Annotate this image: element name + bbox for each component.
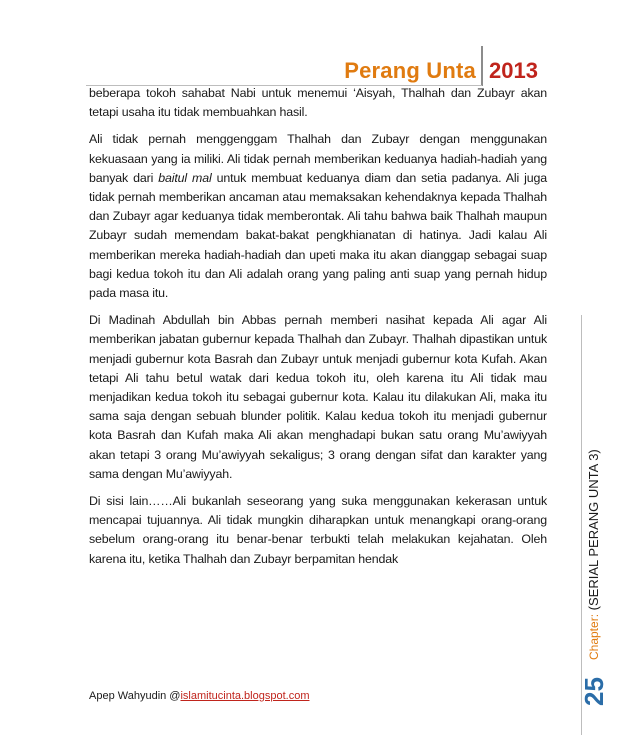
footer-author: Apep Wahyudin @: [89, 690, 181, 702]
chapter-label-vertical: [586, 449, 601, 660]
page-footer: [89, 690, 310, 702]
paragraph-1: beberapa tokoh sahabat Nabi untuk menemui ‘Aisyah, Thalhah dan Zubayr akan tetapi usaha itu tidak membuahkan hasil.: [89, 86, 547, 120]
header-title: Perang Unta: [344, 58, 476, 83]
page-header: [0, 44, 638, 88]
page-number: 25: [579, 677, 609, 706]
footer-blog-link[interactable]: islamitucinta.blogspot.com: [180, 690, 310, 702]
header-divider: [481, 46, 483, 86]
document-body: [89, 84, 547, 577]
paragraph-2-text-a: Ali tidak pernah menggenggam Thalhah dan Zubayr dengan menggunakan kekuasaan yang ia miliki. Ali tidak pernah memberikan keduanya hadiah-hadiah yang banyak dari: [89, 132, 547, 185]
paragraph-3: Di Madinah Abdullah bin Abbas pernah memberi nasihat kepada Ali agar Ali memberikan jabatan gubernur kepada Thalhah dan Zubayr. Thalhah dipastikan untuk menjadi gubernur kota Basrah dan Zubayr untuk menjadi gubernur kota Kufah. Akan tetapi Ali tahu betul watak dari kedua tokoh itu, oleh karena itu Ali tidak mau menjadikan kedua tokoh itu sebagai gubernur kota. Kalau itu dilakukan Ali, maka itu sama saja dengan sebuah blunder politik. Kalau kedua tokoh itu menjadi gubernur kota Basrah dan Kufah maka Ali akan menghadapi bukan satu orang Mu’awiyyah akan tetapi 3 orang Mu’awiyyah sekaligus; 3 orang dengan sifat dan karakter yang sama dengan Mu’awiyyah.: [89, 313, 547, 481]
chapter-label: Chapter:: [587, 613, 601, 660]
paragraph-4: Di sisi lain……Ali bukanlah seseorang yang suka menggunakan kekerasan untuk mencapai tujuannya. Ali tidak mungkin diharapkan untuk menangkapi orang-orang sebelum orang-orang itu benar-benar terbukti telah melakukan kejahatan. Oleh karena itu, ketika Thalhah dan Zubayr berpamitan hendak: [89, 494, 547, 566]
paragraph-2: [89, 130, 547, 303]
header-year: 2013: [489, 58, 538, 83]
paragraph-2-text-b: untuk membuat keduanya diam dan setia padanya. Ali juga tidak pernah memberikan ancaman atau memaksakan kehendaknya kepada Thalhah dan Zubayr agar keduanya tidak memberontak. Ali tahu bahwa baik Thalhah maupun Zubayr sudah memendam bakat-bakat pengkhianatan di hatinya. Jadi kalau Ali memberikan mereka hadiah-hadiah dan upeti maka itu akan dianggap sebagai suap bagi kedua tokoh itu dan Ali adalah orang yang paling anti suap yang pernah hidup pada masa itu.: [89, 170, 548, 301]
chapter-title: (SERIAL PERANG UNTA 3): [586, 449, 601, 611]
paragraph-2-italic-term: baitul mal: [158, 170, 212, 185]
sidebar-divider: [581, 315, 582, 735]
